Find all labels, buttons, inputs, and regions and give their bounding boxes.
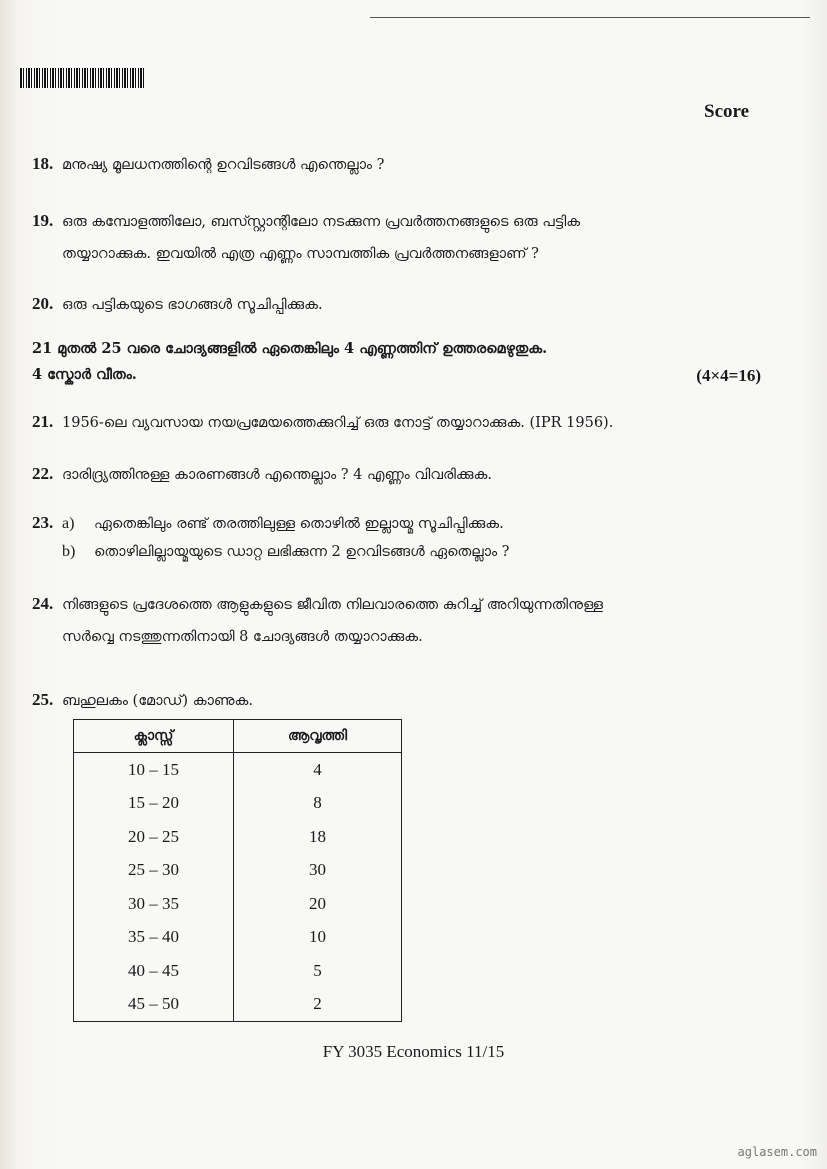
subpart-b-label: b) [62,543,76,560]
question-text: ദാരിദ്ര്യത്തിനുള്ള കാരണങ്ങൾ എന്തെല്ലാം ? 4 എണ്ണം വിവരിക്കുക. [62,467,493,483]
column-header-class: ക്ലാസ്സ് [74,720,234,753]
instruction-line2: 4 സ്കോർ വീതം. [32,366,137,383]
question-text: ഒരു പട്ടികയുടെ ഭാഗങ്ങൾ സൂചിപ്പിക്കുക. [62,297,323,313]
frequency: 2 [234,988,402,1022]
table-row [74,854,402,888]
frequency: 20 [234,887,402,921]
subpart-b-text: തൊഴിലില്ലായ്മയുടെ ഡാറ്റ ലഭിക്കുന്ന 2 ഉറവിടങ്ങൾ ഏതെല്ലാം ? [94,544,510,560]
question-text-line2: തയ്യാറാക്കുക. ഇവയിൽ എത്ര എണ്ണം സാമ്പത്തിക പ്രവർത്തനങ്ങളാണ് ? [62,246,539,262]
question-number: 20. [32,294,54,313]
question-23 [32,509,509,566]
table-row [74,787,402,821]
question-21 [32,406,613,439]
frequency: 5 [234,954,402,988]
page-footer: FY 3035 Economics 11/15 [322,1042,505,1061]
watermark: aglasem.com [737,1145,817,1159]
subpart-a-label: a) [62,515,75,532]
score-label: Score [704,101,750,122]
table-row [74,988,402,1022]
question-text-line1: ഒരു കമ്പോളത്തിലോ, ബസ്സ്റ്റാന്റിലോ നടക്കുന്ന പ്രവർത്തനങ്ങളുടെ ഒരു പട്ടിക [62,214,581,230]
instruction-line1: 21 മുതൽ 25 വരെ ചോദ്യങ്ങളിൽ ഏതെങ്കിലും 4 എണ്ണത്തിന് ഉത്തരമെഴുതുക. [32,340,548,357]
question-20 [32,288,323,321]
class-interval: 45 – 50 [74,988,234,1022]
frequency: 30 [234,854,402,888]
column-header-frequency: ആവൃത്തി [234,720,402,753]
class-interval: 40 – 45 [74,954,234,988]
class-interval: 20 – 25 [74,820,234,854]
question-number: 21. [32,412,54,431]
question-19 [32,205,580,270]
question-number: 19. [32,211,54,230]
question-24 [32,588,603,653]
question-18 [32,148,384,181]
frequency: 10 [234,921,402,955]
question-22 [32,458,492,491]
frequency: 8 [234,787,402,821]
question-text: ബഹുലകം (മോഡ്) കാണുക. [62,693,253,709]
question-number: 18. [32,154,54,173]
class-interval: 35 – 40 [74,921,234,955]
class-interval: 15 – 20 [74,787,234,821]
question-25 [32,684,253,717]
question-number: 23. [32,513,54,532]
table-row [74,820,402,854]
table-row [74,954,402,988]
subpart-a-text: ഏതെങ്കിലും രണ്ട് തരത്തിലുള്ള തൊഴിൽ ഇല്ലായ്മ സൂചിപ്പിക്കുക. [94,516,504,532]
question-text: 1956-ലെ വ്യവസായ നയപ്രമേയത്തെക്കുറിച്ച് ഒരു നോട്ട് തയ്യാറാക്കുക. (IPR 1956). [62,415,614,431]
frequency-table [73,719,402,1022]
top-rule [370,17,810,18]
section-marks: (4×4=16) [696,366,761,385]
question-text-line1: നിങ്ങളുടെ പ്രദേശത്തെ ആളുകളുടെ ജീവിത നിലവാരത്തെ കുറിച്ച് അറിയുന്നതിനുള്ള [62,597,603,613]
question-number: 24. [32,594,54,613]
table-header-row [74,720,402,753]
frequency: 4 [234,753,402,787]
class-interval: 25 – 30 [74,854,234,888]
table-row [74,921,402,955]
class-interval: 10 – 15 [74,753,234,787]
question-text: മനുഷ്യ മൂലധനത്തിന്റെ ഉറവിടങ്ങൾ എന്തെല്ലാം ? [62,157,385,173]
table-row [74,887,402,921]
question-text-line2: സർവ്വെ നടത്തുന്നതിനായി 8 ചോദ്യങ്ങൾ തയ്യാറാക്കുക. [62,629,423,645]
class-interval: 30 – 35 [74,887,234,921]
section-instruction [32,336,762,388]
question-number: 25. [32,690,54,709]
frequency: 18 [234,820,402,854]
barcode [20,68,146,88]
question-number: 22. [32,464,54,483]
table-row [74,753,402,787]
